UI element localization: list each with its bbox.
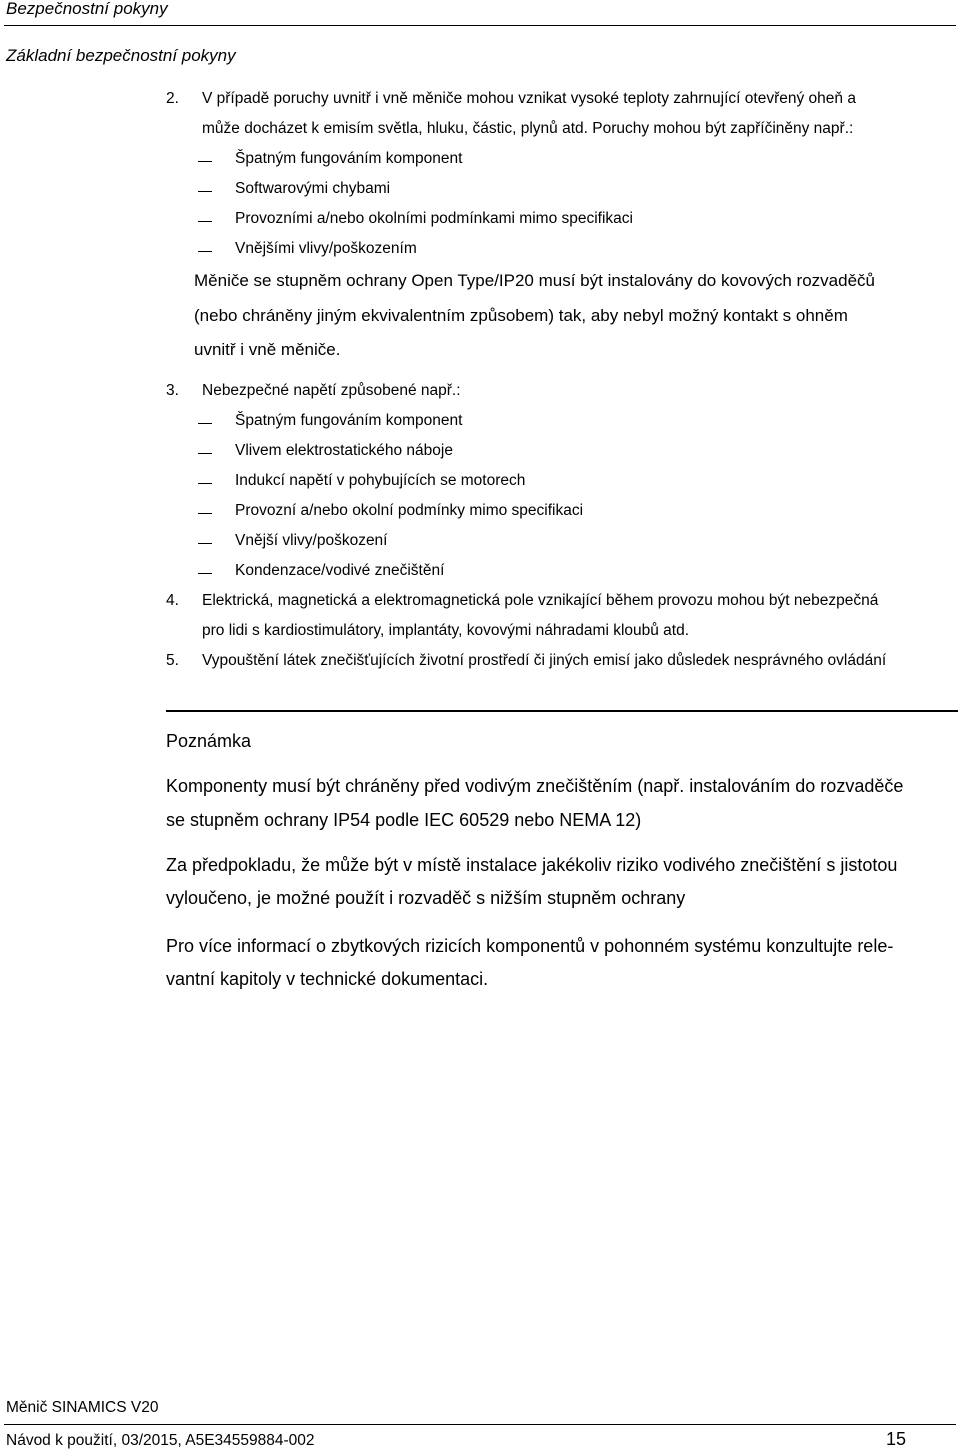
item-number: 4.: [166, 592, 179, 609]
dash-bullet-icon: [198, 191, 212, 192]
note-paragraph-line: Za předpokladu, že může být v místě instalace jakékoliv riziko vodivého znečištění s jistotou: [166, 855, 898, 875]
item-text-line: Vypouštění látek znečišťujících životní prostředí či jiných emisí jako důsledek nesprávného ovládání: [202, 652, 887, 669]
dash-bullet-icon: [198, 161, 212, 162]
footer-document-info: Návod k použití, 03/2015, A5E34559884-002: [6, 1432, 315, 1449]
item-text-line: Elektrická, magnetická a elektromagnetická pole vznikající během provozu mohou být nebezpečná: [202, 592, 879, 609]
list-item: Vnějšími vlivy/poškozením: [235, 240, 417, 257]
list-item: Provozní a/nebo okolní podmínky mimo specifikaci: [235, 502, 584, 519]
note-title: Poznámka: [166, 731, 252, 751]
paragraph-line: uvnitř i vně měniče.: [194, 340, 341, 359]
note-paragraph-line: vantní kapitoly v technické dokumentaci.: [166, 969, 489, 989]
note-paragraph-line: se stupněm ochrany IP54 podle IEC 60529 nebo NEMA 12): [166, 810, 642, 830]
dash-bullet-icon: [198, 423, 212, 424]
dash-bullet-icon: [198, 573, 212, 574]
list-item: Vnější vlivy/poškození: [235, 532, 388, 549]
list-item: Softwarovými chybami: [235, 180, 391, 197]
item-text-line: může docházet k emisím světla, hluku, částic, plynů atd. Poruchy mohou být zapříčiněny např.:: [202, 120, 854, 137]
page-number: 15: [886, 1429, 907, 1449]
note-paragraph-line: Pro více informací o zbytkových rizicích komponentů v pohonném systému konzultujte rele-: [166, 936, 894, 956]
item-number: 2.: [166, 90, 179, 107]
footer-product: Měnič SINAMICS V20: [6, 1399, 159, 1416]
item-text-line: pro lidi s kardiostimulátory, implantáty, kovovými náhradami kloubů atd.: [202, 622, 690, 639]
dash-bullet-icon: [198, 251, 212, 252]
list-item: Špatným fungováním komponent: [235, 412, 463, 429]
list-item: Vlivem elektrostatického náboje: [235, 442, 453, 459]
dash-bullet-icon: [198, 543, 212, 544]
footer-divider: [4, 1424, 956, 1425]
note-paragraph-line: vyloučeno, je možné použít i rozvaděč s nižším stupněm ochrany: [166, 888, 686, 908]
item-number: 5.: [166, 652, 179, 669]
header-divider: [4, 25, 956, 26]
list-item: Indukcí napětí v pohybujících se motorech: [235, 472, 526, 489]
chapter-title: Bezpečnostní pokyny: [6, 0, 168, 18]
note-paragraph-line: Komponenty musí být chráněny před vodivým znečištěním (např. instalováním do rozvaděče: [166, 776, 904, 796]
dash-bullet-icon: [198, 221, 212, 222]
dash-bullet-icon: [198, 453, 212, 454]
list-item: Špatným fungováním komponent: [235, 150, 463, 167]
dash-bullet-icon: [198, 513, 212, 514]
list-item: Provozními a/nebo okolními podmínkami mimo specifikaci: [235, 210, 633, 227]
section-title: Základní bezpečnostní pokyny: [6, 46, 236, 65]
dash-bullet-icon: [198, 483, 212, 484]
note-divider: [166, 710, 958, 712]
item-text-line: Nebezpečné napětí způsobené např.:: [202, 382, 461, 399]
paragraph-line: Měniče se stupněm ochrany Open Type/IP20 musí být instalovány do kovových rozvaděčů: [194, 271, 875, 290]
list-item: Kondenzace/vodivé znečištění: [235, 562, 445, 579]
paragraph-line: (nebo chráněny jiným ekvivalentním způsobem) tak, aby nebyl možný kontakt s ohněm: [194, 306, 848, 325]
item-number: 3.: [166, 382, 179, 399]
item-text-line: V případě poruchy uvnitř i vně měniče mohou vznikat vysoké teploty zahrnující otevřený oheň a: [202, 90, 856, 107]
